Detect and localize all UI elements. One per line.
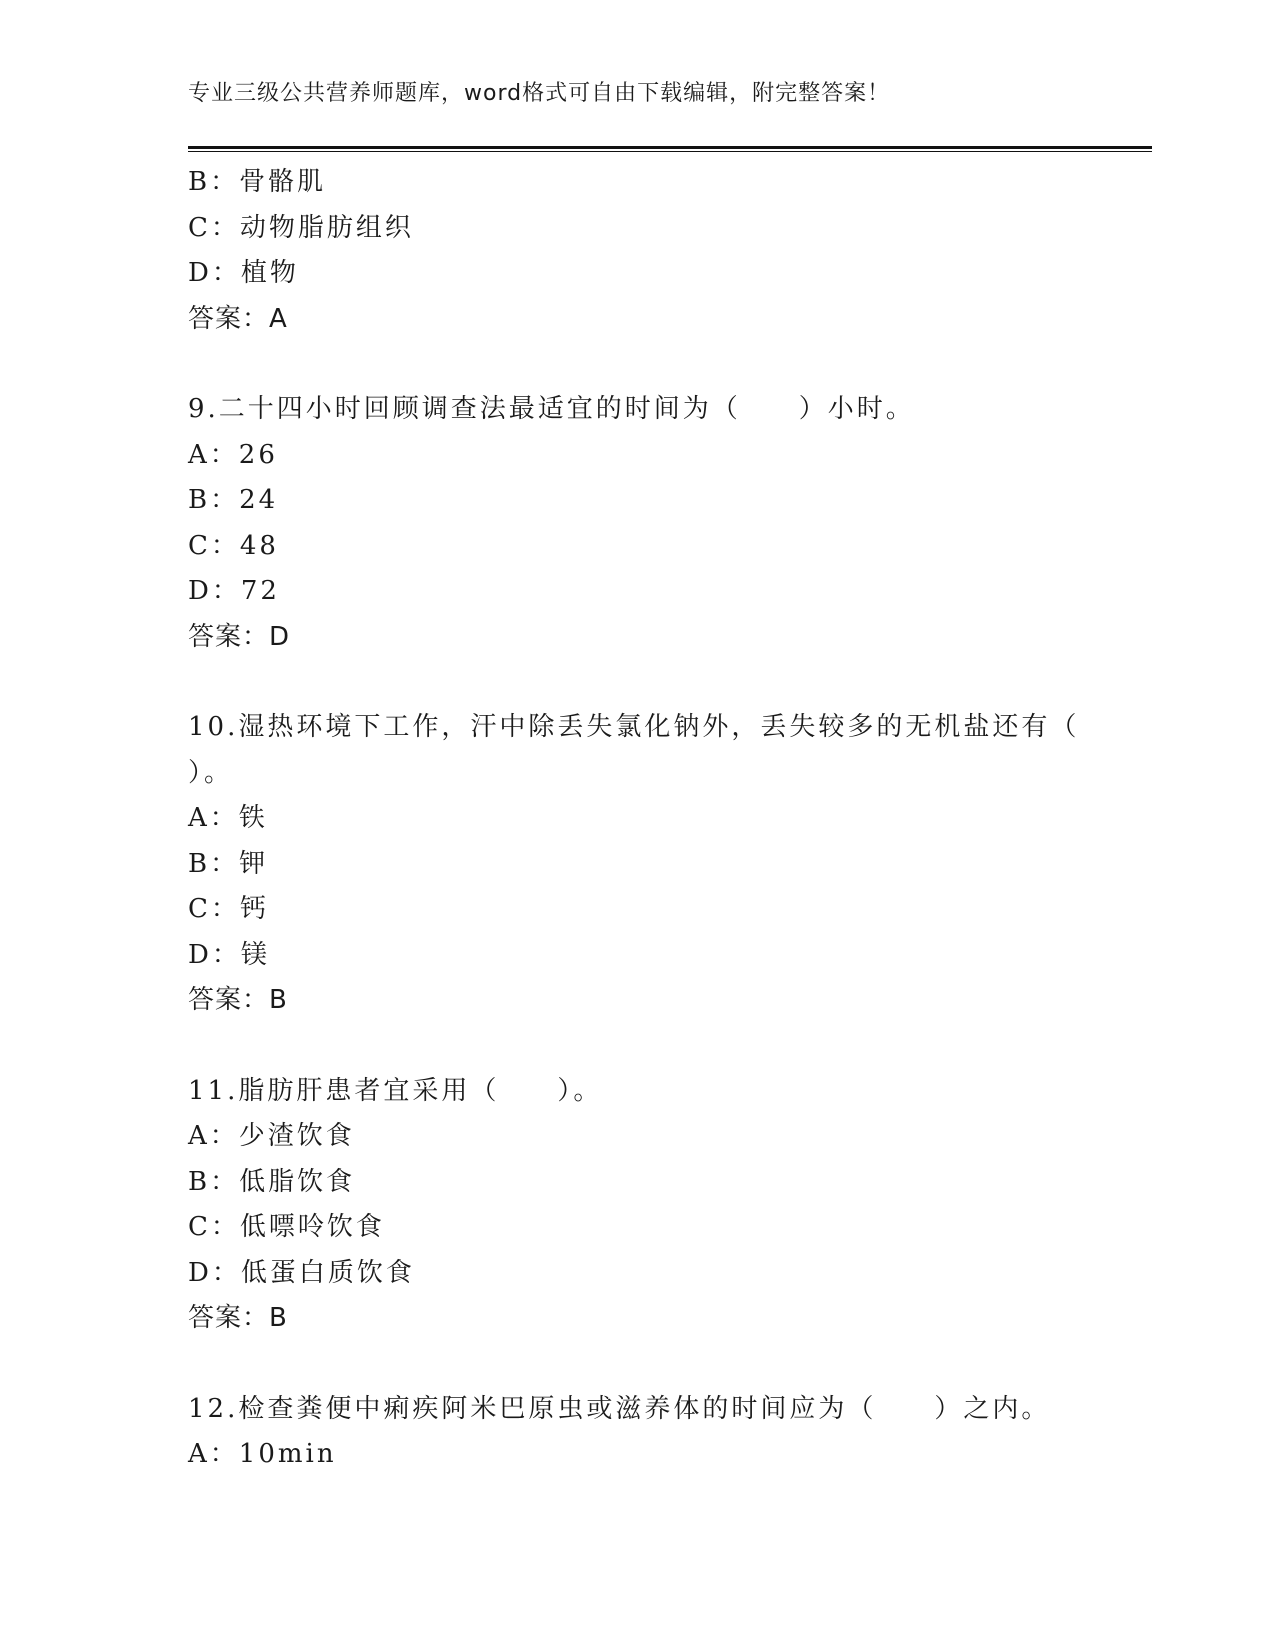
question-8-partial bbox=[188, 160, 1088, 342]
question-9 bbox=[188, 387, 1088, 660]
option-d: D：低蛋白质饮食 bbox=[188, 1257, 415, 1288]
option-c: C：钙 bbox=[188, 894, 269, 924]
option-a: A：少渣饮食 bbox=[188, 1121, 355, 1151]
option-b: B：低脂饮食 bbox=[188, 1166, 356, 1197]
page-header: 专业三级公共营养师题库，word格式可自由下载编辑，附完整答案！ bbox=[188, 81, 891, 106]
question-stem: 9.二十四小时回顾调查法最适宜的时间为（ ）小时。 bbox=[188, 394, 915, 424]
answer: 答案：D bbox=[188, 621, 291, 652]
question-stem-continued: ）。 bbox=[188, 757, 234, 788]
option-a: A：10min bbox=[188, 1439, 337, 1469]
header-rule-thin bbox=[188, 151, 1152, 152]
question-12 bbox=[188, 1387, 1088, 1478]
spacer bbox=[188, 342, 1088, 387]
question-10 bbox=[188, 705, 1088, 1024]
option-b: B：24 bbox=[188, 485, 279, 515]
option-c: C：低嘌呤饮食 bbox=[188, 1212, 385, 1242]
question-stem: 10.湿热环境下工作，汗中除丢失氯化钠外，丢失较多的无机盐还有（ bbox=[188, 712, 1080, 742]
option-b: B：骨骼肌 bbox=[188, 167, 327, 197]
spacer bbox=[188, 1342, 1088, 1387]
question-stem: 11.脂肪肝患者宜采用（ ）。 bbox=[188, 1075, 603, 1106]
header-rule bbox=[188, 146, 1152, 149]
question-list bbox=[188, 160, 1088, 1478]
answer: 答案：B bbox=[188, 985, 288, 1015]
answer: 答案：B bbox=[188, 1303, 288, 1333]
option-d: D：镁 bbox=[188, 939, 270, 970]
option-a: A：26 bbox=[188, 439, 278, 470]
option-d: D：植物 bbox=[188, 258, 299, 288]
option-a: A：铁 bbox=[188, 803, 268, 833]
question-11 bbox=[188, 1069, 1088, 1342]
answer: 答案：A bbox=[188, 303, 288, 334]
question-stem: 12.检查粪便中痢疾阿米巴原虫或滋养体的时间应为（ ）之内。 bbox=[188, 1393, 1051, 1424]
spacer bbox=[188, 1024, 1088, 1069]
option-c: C：48 bbox=[188, 530, 279, 561]
option-d: D：72 bbox=[188, 576, 280, 606]
spacer bbox=[188, 660, 1088, 705]
option-c: C：动物脂肪组织 bbox=[188, 212, 414, 243]
option-b: B：钾 bbox=[188, 848, 269, 879]
